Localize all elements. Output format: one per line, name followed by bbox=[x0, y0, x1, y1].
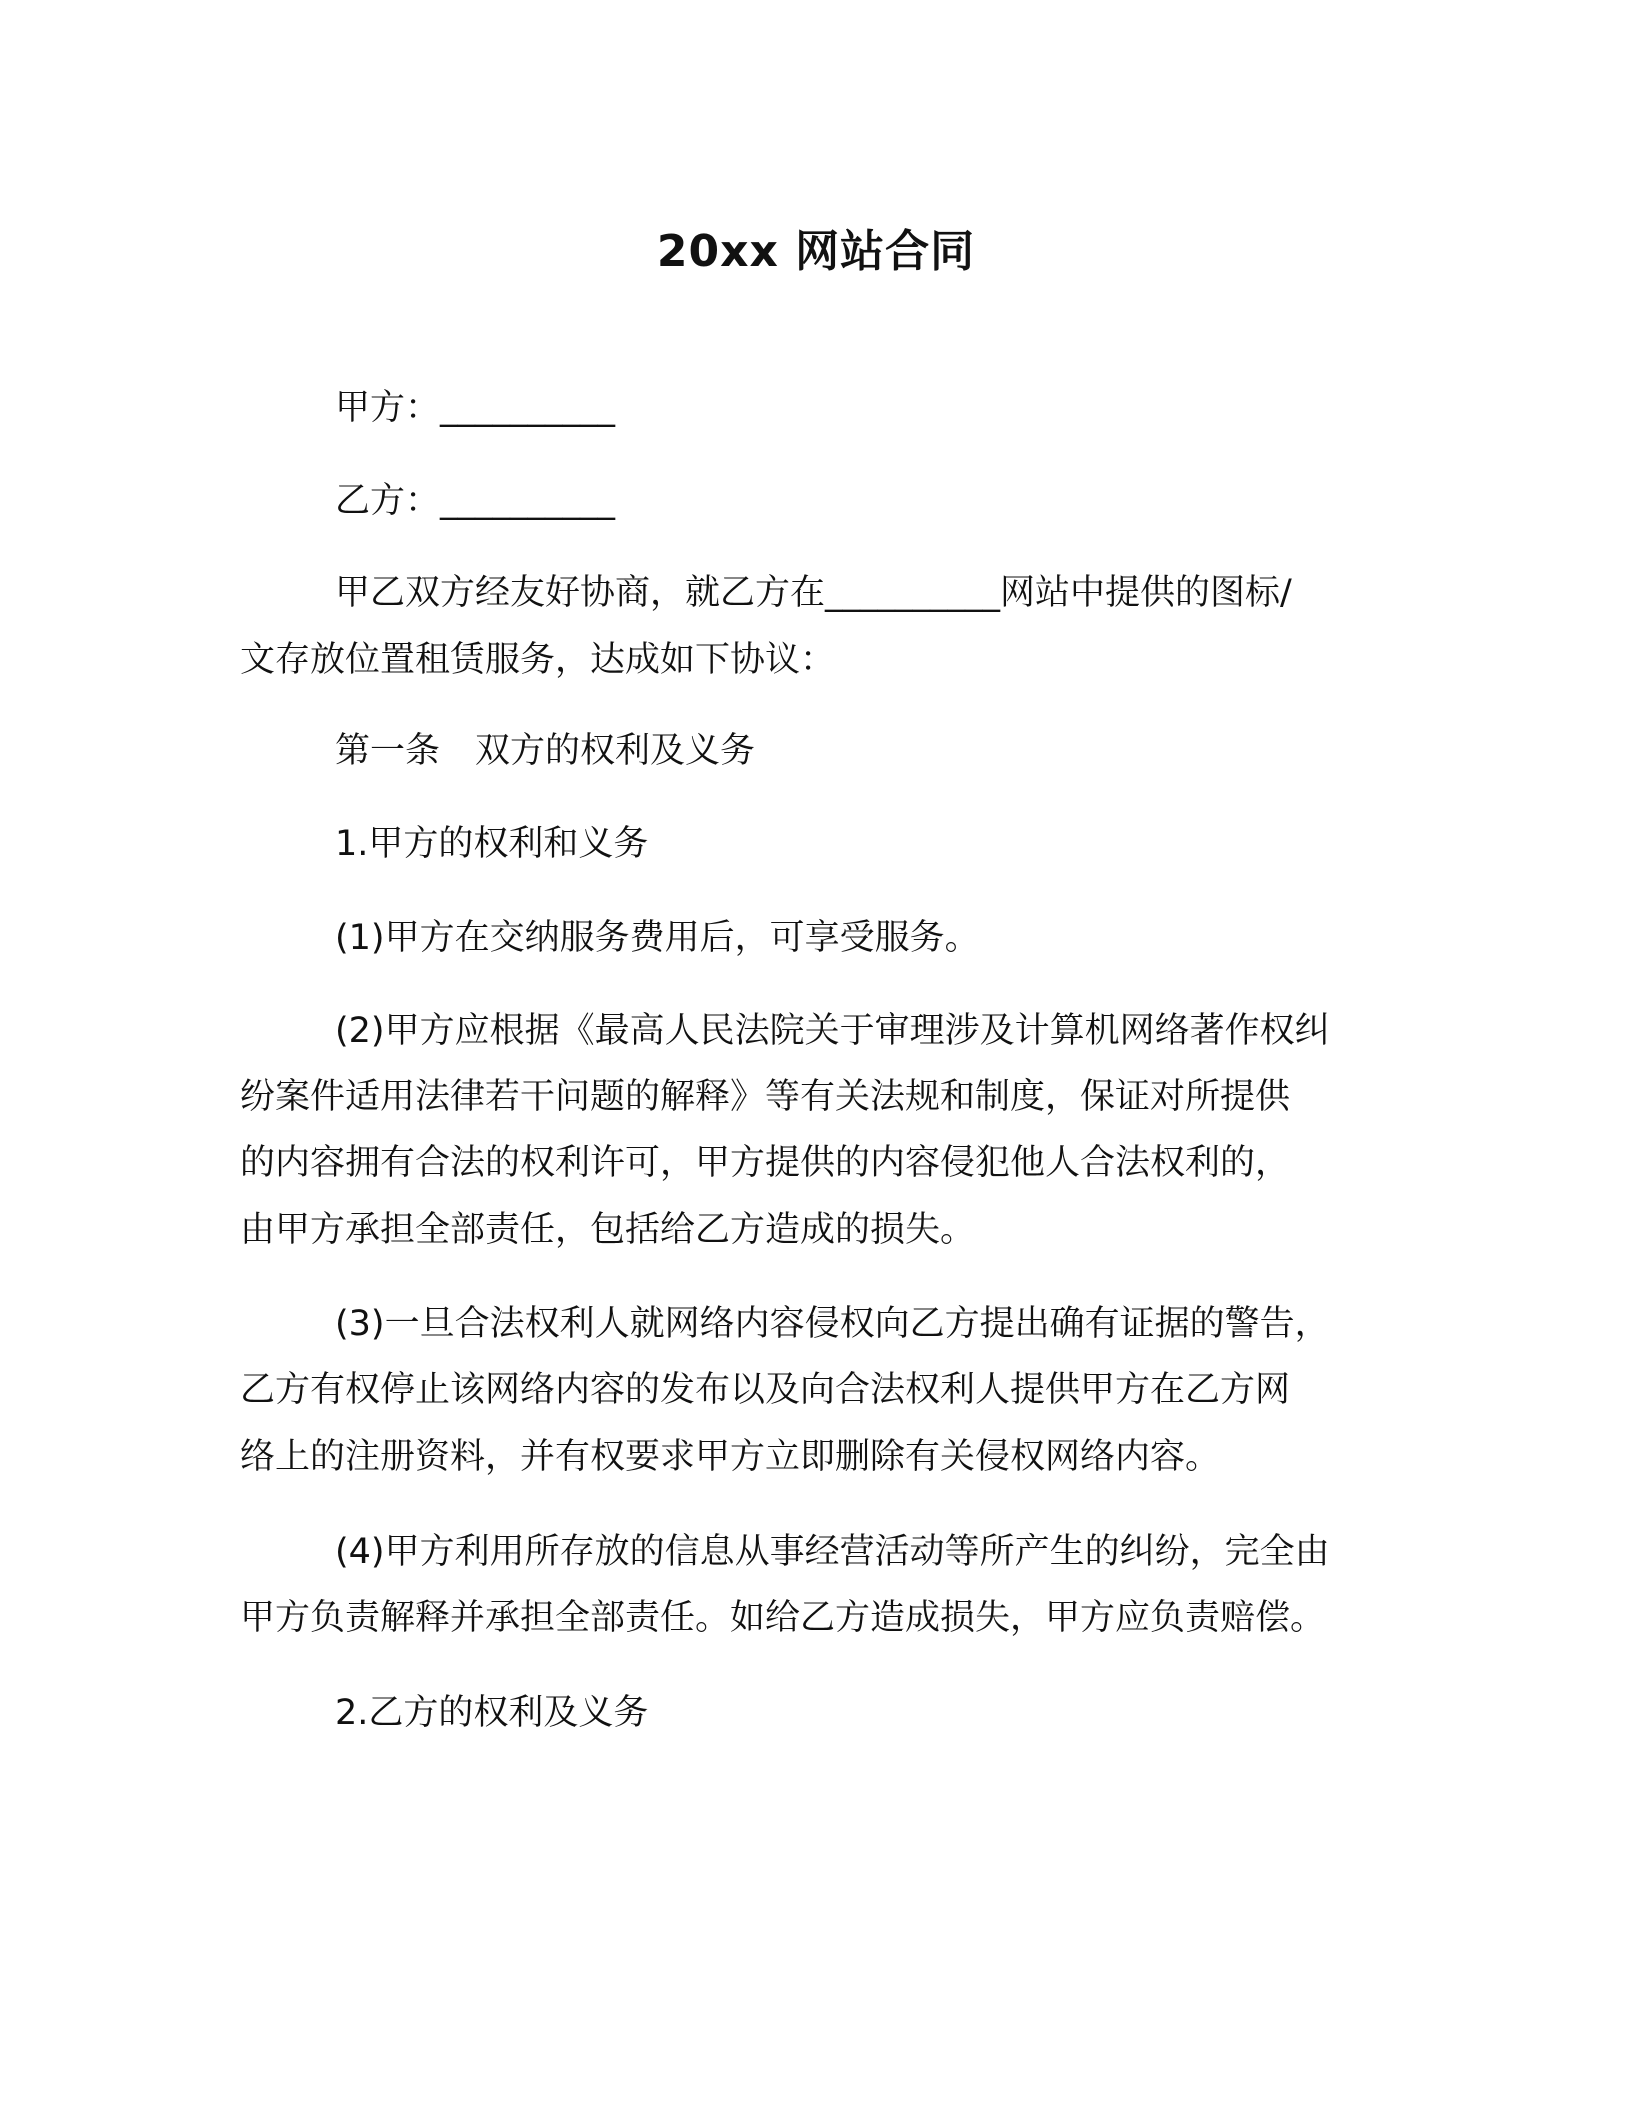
clause-1-2-line-1: (2)甲方应根据《最高人民法院关于审理涉及计算机网络著作权纠 bbox=[335, 1011, 1330, 1051]
clause-1-2-line-4: 由甲方承担全部责任，包括给乙方造成的损失。 bbox=[240, 1210, 976, 1250]
clause-1-3-line-1: (3)一旦合法权利人就网络内容侵权向乙方提出确有证据的警告， bbox=[335, 1304, 1330, 1344]
document-title: 20xx 网站合同 bbox=[656, 226, 976, 277]
clause-1-2-line-2: 纷案件适用法律若干问题的解释》等有关法规和制度，保证对所提供 bbox=[240, 1077, 1291, 1117]
intro-paragraph-line-1: 甲乙双方经友好协商，就乙方在__________网站中提供的图标/ bbox=[335, 573, 1292, 613]
clause-1-1: (1)甲方在交纳服务费用后，可享受服务。 bbox=[335, 918, 980, 958]
intro-paragraph-line-2: 文存放位置租赁服务，达成如下协议： bbox=[240, 640, 836, 680]
article-1-heading: 第一条 双方的权利及义务 bbox=[335, 731, 756, 771]
clause-1-3-line-3: 络上的注册资料，并有权要求甲方立即删除有关侵权网络内容。 bbox=[240, 1437, 1221, 1477]
party-b-line: 乙方：__________ bbox=[335, 481, 616, 521]
clause-1-3-line-2: 乙方有权停止该网络内容的发布以及向合法权利人提供甲方在乙方网 bbox=[240, 1370, 1291, 1410]
clause-1-4-line-1: (4)甲方利用所存放的信息从事经营活动等所产生的纠纷，完全由 bbox=[335, 1532, 1330, 1572]
section-1-heading: 1.甲方的权利和义务 bbox=[335, 824, 649, 864]
clause-1-4-line-2: 甲方负责解释并承担全部责任。如给乙方造成损失，甲方应负责赔偿。 bbox=[240, 1598, 1326, 1638]
party-a-line: 甲方：__________ bbox=[335, 388, 616, 428]
clause-1-2-line-3: 的内容拥有合法的权利许可，甲方提供的内容侵犯他人合法权利的， bbox=[240, 1143, 1291, 1183]
section-2-heading: 2.乙方的权利及义务 bbox=[335, 1693, 649, 1733]
